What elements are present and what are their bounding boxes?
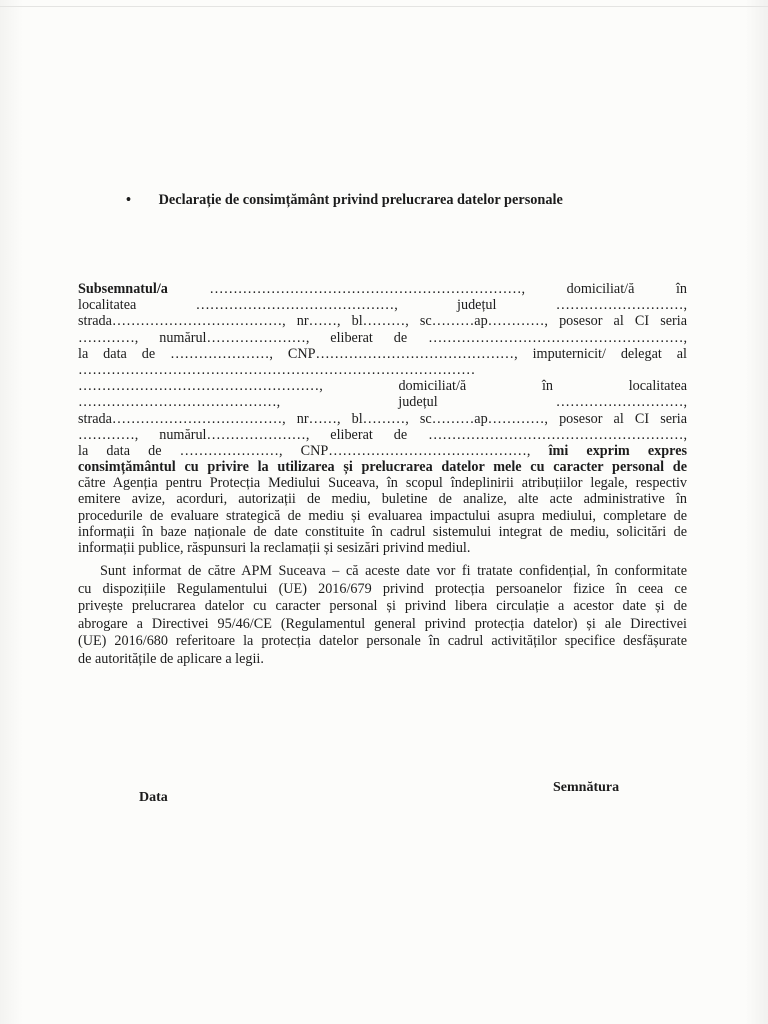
information-paragraph	[78, 563, 687, 668]
declaration-line: localitatea ……………………………………, județul ………………………,	[78, 297, 687, 314]
declaration-line: strada………………………………, nr……, bl………, sc………ap…………, posesor al CI seria	[78, 313, 687, 330]
declaration-line: procedurile de evaluare strategică de mediu și evaluarea impactului asupra mediului, completare de	[78, 507, 687, 524]
declaration-line: ……………………………………………, domiciliat/ă în localitatea	[78, 378, 687, 395]
declarant-label: Subsemnatul/a	[78, 281, 168, 297]
information-line: Sunt informat de către APM Suceava – că aceste date vor fi tratate confidențial, în conformitate	[100, 563, 687, 579]
declaration-line: strada………………………………, nr……, bl………, sc………ap…………, posesor al CI seria	[78, 410, 687, 427]
declaration-line: …………………………………………………………………………	[78, 361, 476, 378]
declaration-line: …………, numărul…………………, eliberat de ………………………………………………,	[78, 329, 687, 346]
declaration-line: informații publice, răspunsuri la reclamații și sesizări privind mediul.	[78, 540, 471, 556]
declaration-line: informații în baze naționale de date constituite în cadrul sistemului integrat de mediu, solicitări de	[78, 523, 687, 540]
information-line: (UE) 2016/680 referitoare la protecția datelor personale în cadrul activităților specifice desfășurate	[78, 633, 687, 649]
signature-label: Semnătura	[553, 780, 620, 795]
declaration-line: emitere avize, acorduri, autorizații de mediu, buletine de analize, alte acte administrative în	[78, 491, 687, 508]
information-line: cu dispozițiile Regulamentului (UE) 2016/679 privind protecția persoanelor fizice în ceea ce	[78, 580, 687, 597]
scan-edge-line	[0, 6, 768, 7]
information-line: privește prelucrarea datelor cu caracter personal și privind libera circulație a acestor date și de	[78, 598, 687, 614]
consent-phrase: îmi exprim expres	[548, 442, 687, 459]
date-label: Data	[139, 790, 168, 805]
declaration-line: …………, numărul…………………, eliberat de ………………………………………………,	[78, 426, 687, 443]
declaration-line	[78, 281, 687, 297]
declaration-paragraph	[78, 281, 687, 556]
title-text: Declarație de consimțământ privind prelucrarea datelor personale	[158, 192, 563, 208]
declaration-line	[78, 443, 687, 459]
declaration-line: ……………………………………, județul ………………………,	[78, 394, 687, 411]
declaration-line: către Agenția pentru Protecția Mediului Suceava, în scopul îndeplinirii atribuțiilor legale, respectiv	[78, 475, 687, 492]
declaration-line-text: la data de …………………, CNP……………………………………,	[78, 442, 549, 459]
consent-line: consimțământul cu privire la utilizarea și prelucrarea datelor mele cu caracter personal de	[78, 459, 687, 476]
information-line: de autoritățile de aplicare a legii.	[78, 650, 264, 667]
declaration-line-rest: …………………………………………………………, domiciliat/ă în	[167, 281, 687, 297]
title-bullet: •	[126, 192, 132, 208]
information-line: abrogare a Directivei 95/46/CE (Regulamentul general privind protecția datelor) și ale Directivei	[78, 615, 687, 632]
document-title	[126, 192, 563, 209]
declaration-line: la data de …………………, CNP……………………………………, imputernicit/ delegat al	[78, 345, 687, 362]
